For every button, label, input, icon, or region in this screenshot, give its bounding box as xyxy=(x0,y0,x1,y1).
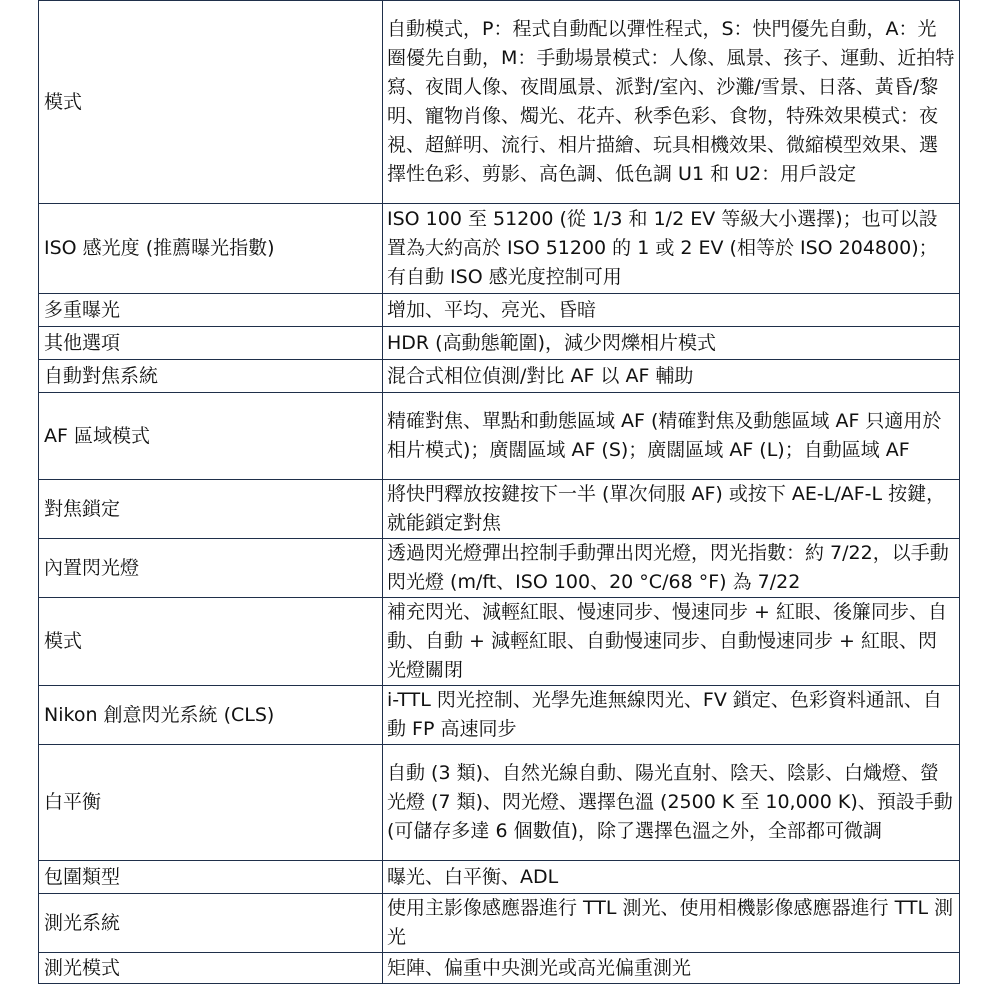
row-value-other-options: HDR (高動態範圍)，減少閃爍相片模式 xyxy=(383,327,960,360)
row-value-cls: i-TTL 閃光控制、光學先進無線閃光、FV 鎖定、色彩資料通訊、自動 FP 高速同步 xyxy=(383,686,960,745)
row-label-metering-system: 測光系統 xyxy=(39,894,383,953)
table-row xyxy=(39,360,960,393)
table-row xyxy=(39,894,960,953)
row-value-white-balance: 自動 (3 類)、自然光線自動、陽光直射、陰天、陰影、白熾燈、螢光燈 (7 類)、閃光燈、選擇色溫 (2500 K 至 10,000 K)、預設手動 (可儲存多達 6 個數值)，除了選擇色溫之外，全部都可微調 xyxy=(383,745,960,861)
row-label-flash-mode: 模式 xyxy=(39,598,383,686)
table-row xyxy=(39,953,960,984)
row-value-mode: 自動模式，P：程式自動配以彈性程式，S：快門優先自動，A：光圈優先自動，M：手動場景模式：人像、風景、孩子、運動、近拍特寫、夜間人像、夜間風景、派對/室內、沙灘/雪景、日落、黃昏/黎明、寵物肖像、燭光、花卉、秋季色彩、食物，特殊效果模式：夜視、超鮮明、流行、相片描繪、玩具相機效果、微縮模型效果、選擇性色彩、剪影、高色調、低色調 U1 和 U2：用戶設定 xyxy=(383,1,960,204)
row-value-flash-mode: 補充閃光、減輕紅眼、慢速同步、慢速同步 + 紅眼、後簾同步、自動、自動 + 減輕紅眼、自動慢速同步、自動慢速同步 + 紅眼、閃光燈關閉 xyxy=(383,598,960,686)
row-label-other-options: 其他選項 xyxy=(39,327,383,360)
table-row xyxy=(39,480,960,539)
row-value-multiple-exposure: 增加、平均、亮光、昏暗 xyxy=(383,294,960,327)
row-label-iso: ISO 感光度 (推薦曝光指數) xyxy=(39,204,383,294)
table-row xyxy=(39,204,960,294)
table-row xyxy=(39,539,960,598)
row-label-bracketing-types: 包圍類型 xyxy=(39,861,383,894)
table-row xyxy=(39,393,960,480)
row-label-built-in-flash: 內置閃光燈 xyxy=(39,539,383,598)
table-row xyxy=(39,294,960,327)
row-value-autofocus-system: 混合式相位偵測/對比 AF 以 AF 輔助 xyxy=(383,360,960,393)
table-row xyxy=(39,327,960,360)
row-value-af-area-mode: 精確對焦、單點和動態區域 AF (精確對焦及動態區域 AF 只適用於相片模式)；廣闊區域 AF (S)；廣闊區域 AF (L)；自動區域 AF xyxy=(383,393,960,480)
row-value-bracketing-types: 曝光、白平衡、ADL xyxy=(383,861,960,894)
row-value-focus-lock: 將快門釋放按鍵按下一半 (單次伺服 AF) 或按下 AE-L/AF-L 按鍵，就能鎖定對焦 xyxy=(383,480,960,539)
table-row xyxy=(39,1,960,204)
row-value-built-in-flash: 透過閃光燈彈出控制手動彈出閃光燈，閃光指數：約 7/22，以手動閃光燈 (m/ft、ISO 100、20 °C/68 °F) 為 7/22 xyxy=(383,539,960,598)
row-value-iso: ISO 100 至 51200 (從 1/3 和 1/2 EV 等級大小選擇)；也可以設置為大約高於 ISO 51200 的 1 或 2 EV (相等於 ISO 204800)；有自動 ISO 感光度控制可用 xyxy=(383,204,960,294)
table-row xyxy=(39,598,960,686)
row-value-metering-mode: 矩陣、偏重中央測光或高光偏重測光 xyxy=(383,953,960,984)
table-row xyxy=(39,686,960,745)
row-label-white-balance: 白平衡 xyxy=(39,745,383,861)
row-label-autofocus-system: 自動對焦系統 xyxy=(39,360,383,393)
row-label-metering-mode: 測光模式 xyxy=(39,953,383,984)
table-row xyxy=(39,861,960,894)
row-value-metering-system: 使用主影像感應器進行 TTL 測光、使用相機影像感應器進行 TTL 測光 xyxy=(383,894,960,953)
row-label-multiple-exposure: 多重曝光 xyxy=(39,294,383,327)
row-label-focus-lock: 對焦鎖定 xyxy=(39,480,383,539)
table-row xyxy=(39,745,960,861)
row-label-af-area-mode: AF 區域模式 xyxy=(39,393,383,480)
row-label-cls: Nikon 創意閃光系統 (CLS) xyxy=(39,686,383,745)
row-label-mode: 模式 xyxy=(39,1,383,204)
spec-table xyxy=(38,0,960,984)
